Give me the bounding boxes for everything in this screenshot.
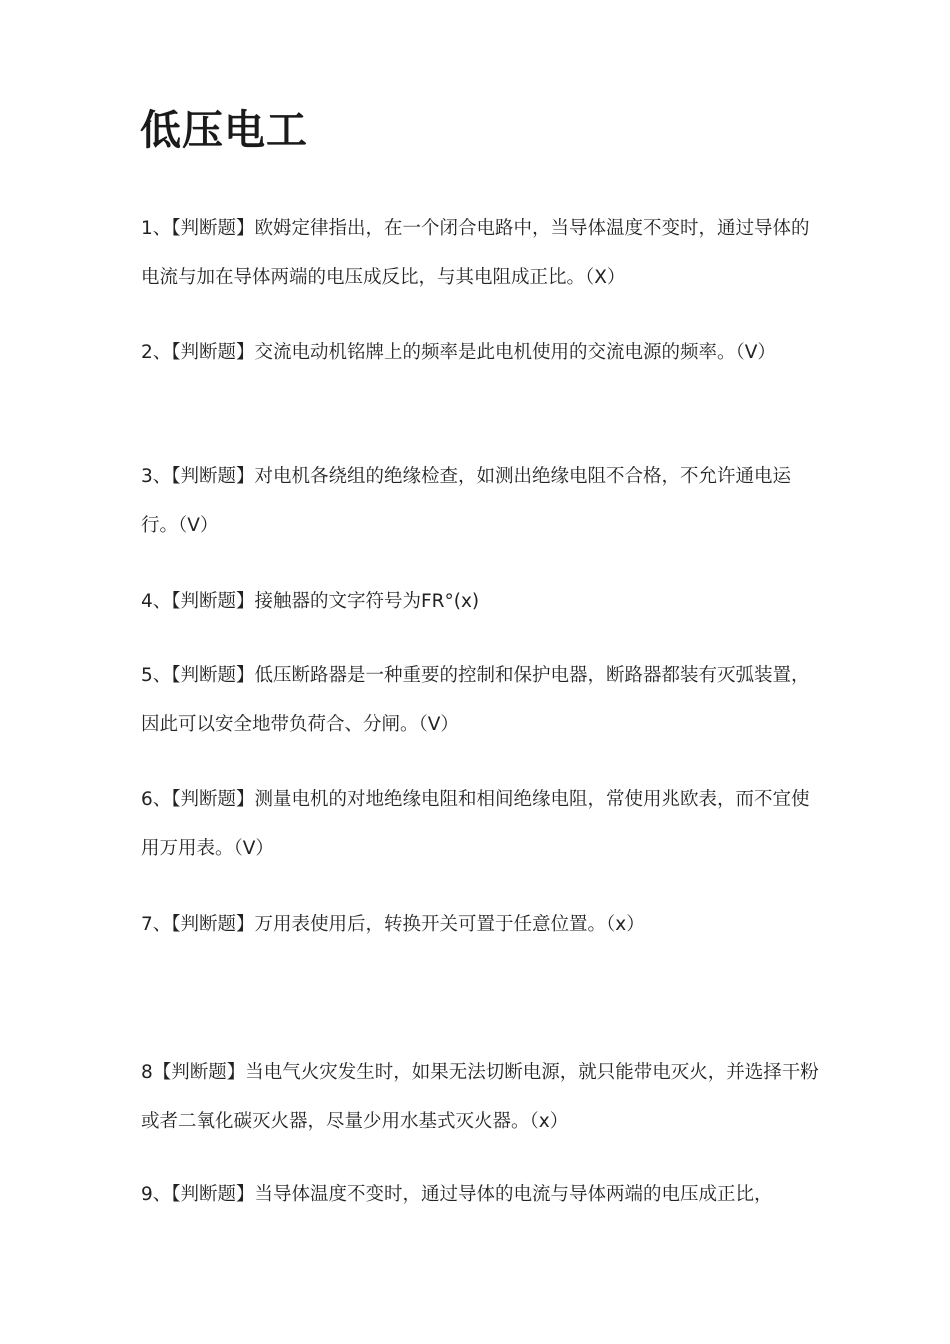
- question-item: 6、【判断题】测量电机的对地绝缘电阻和相间绝缘电阻，常使用兆欧表，而不宜使用万用表。（V）: [141, 789, 810, 859]
- question-item: 2、【判断题】交流电动机铭牌上的频率是此电机使用的交流电源的频率。（V）: [141, 342, 776, 363]
- document-title: 低压电工: [140, 106, 308, 154]
- question-item: 3、【判断题】对电机各绕组的绝缘检查，如测出绝缘电阻不合格，不允许通电运行。（V）: [141, 466, 792, 536]
- question-item: 9、【判断题】当导体温度不变时，通过导体的电流与导体两端的电压成正比，: [141, 1184, 773, 1205]
- question-item: 7、【判断题】万用表使用后，转换开关可置于任意位置。（x）: [141, 914, 645, 935]
- question-item: 8【判断题】当电气火灾发生时，如果无法切断电源，就只能带电灭火，并选择干粉或者二氧化碳灭火器，尽量少用水基式灭火器。（x）: [141, 1062, 819, 1132]
- question-item: 1、【判断题】欧姆定律指出，在一个闭合电路中，当导体温度不变时，通过导体的电流与加在导体两端的电压成反比，与其电阻成正比。（X）: [141, 218, 810, 288]
- question-item: 4、【判断题】接触器的文字符号为FR°(x): [141, 591, 480, 612]
- question-item: 5、【判断题】低压断路器是一种重要的控制和保护电器，断路器都装有灭弧装置，因此可以安全地带负荷合、分闸。（V）: [141, 665, 810, 735]
